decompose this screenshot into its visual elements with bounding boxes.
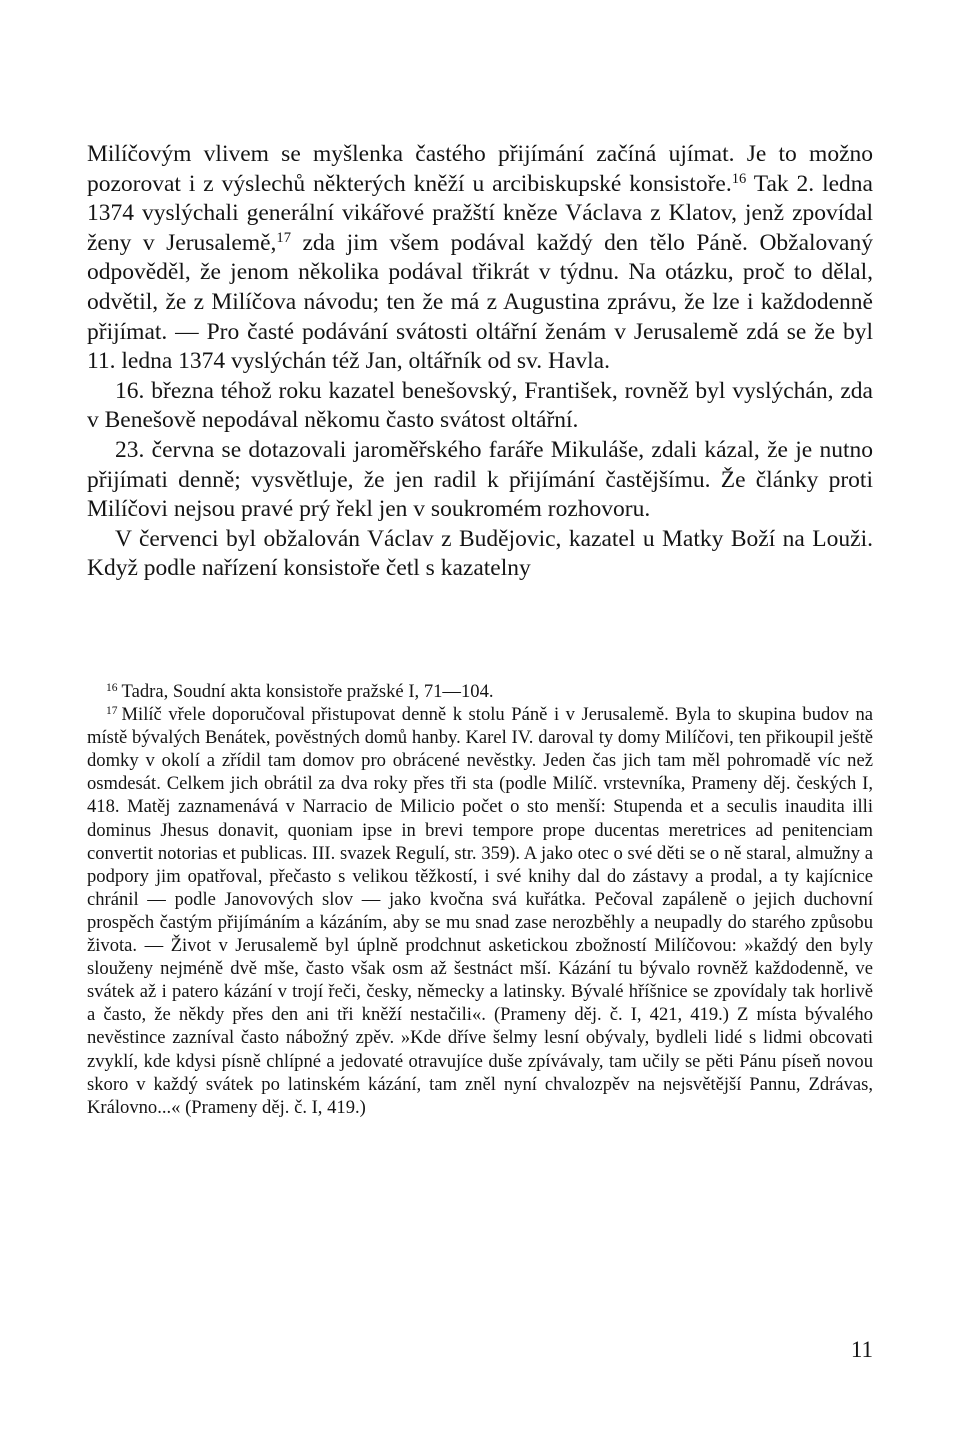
- main-text: [87, 140, 873, 584]
- footnote-reference-17: 17: [276, 229, 291, 246]
- footnote-16: [87, 680, 873, 703]
- footnote-reference-16: 16: [731, 170, 747, 187]
- footnote-mark: 16: [106, 681, 118, 694]
- paragraph-1-text-a: Milíčovým vlivem se myšlenka častého přijímání začíná ujímat. Je to možno pozorovat i z výslechů některých kněží u arcibiskupské konsistoře.: [87, 141, 873, 197]
- footnote-text: Tadra, Soudní akta konsistoře pražské I, 71—104.: [121, 681, 494, 702]
- footnote-text: Milíč vřele doporučoval přistupovat denně k stolu Páně i v Jerusalemě. Byla to skupina budov na místě bývalých Benátek, pověstných domů hanby. Karel IV. daroval ty domy Milíčovi, ten přikoupil ještě domky v okolí a zřídil tam domov pro obrácené nevěstky. Jeden čas jich tam měl pohromadě víc než osmdesát. Celkem jich obrátil za dva roky přes tři sta (podle Milíč. vrstevníka, Prameny děj. českých I, 418. Matěj zaznamenává v Narracio de Milicio počet o sto menší: Stupenda et a seculis inaudita illi dominus Jhesus donavit, quoniam ipse in brevi tempore prope ducentas meretrices ad penitenciam convertit notorias et publicas. III. svazek Regulí, str. 359). A jako otec o své děti se o ně staral, almužny a podpory jim opatřoval, přečasto s velikou těžkostí, i své knihy dal do zástavy a prodal, a ty kajícnice chránil — podle Janovových slov — jako kvočna svá kuřátka. Pečoval zapáleně o jejich duchovní prospěch častým přijímáním a kázáním, aby se mu snad zase nerozběhly a neupadly do starého způsobu života. — Život v Jerusalemě byl úplně prodchnut asketickou zbožností Milíčovou: »každý den byly slouženy nejméně dvě mše, často však osm až šestnáct mší. Kázání tu bývalo rovněž každodenně, ve svátek až i patero kázání v trojí řeči, česky, německy a latinsky. Bývalé hříšnice se zpovídaly tak horlivě a často, že někdy přes den ani tři kněží nestačili«. (Prameny děj. č. I, 421, 419.) Z místa bývalého nevěstince zazníval často nábožný zpěv. »Kde dříve šelmy lesní obývaly, bydleli lidé s lidmi obcovati zvyklí, kde kdysi písně chlípné a jedovaté otravujíce duše zpívávaly, tam učily se pěti Pánu píseň novou skoro v každý svátek po latinském kázání, tam zněl nyní chvalozpěv na nejsvětější Pannu, Zdrávas, Královno...« (Prameny děj. č. I, 419.): [87, 704, 873, 1118]
- paragraph-2: 16. března téhož roku kazatel benešovský, František, rovněž byl vyslýchán, zda v Benešově nepodával někomu často svátost oltářní.: [87, 377, 873, 434]
- page-number: 11: [850, 1337, 873, 1362]
- paragraph-4: V červenci byl obžalován Václav z Budějovic, kazatel u Matky Boží na Louži. Když podle nařízení konsistoře četl s kazatelny: [87, 525, 873, 582]
- paragraph-1-text-c: zda jim všem podával každý den tělo Páně. Obžalovaný odpověděl, že jenom několika podával třikrát v týdnu. Na otázku, proč to dělal, odvětil, že z Milíčova návodu; ten že má z Augustina zprávu, že lze i každodenně přijímat. — Pro časté podávání svátosti oltářní ženám v Jerusalemě zdá se že byl 11. ledna 1374 vyslýchán též Jan, oltářník od sv. Havla.: [87, 229, 873, 375]
- paragraph-1: [87, 140, 873, 377]
- footnote-17: [87, 703, 873, 1119]
- footnotes: [87, 680, 873, 1119]
- paragraph-1-text-b: Tak 2. ledna 1374 vyslýchali generální vikářové pražští kněze Václava z Klatov, jenž zpovídal ženy v Jerusalemě,: [87, 170, 873, 256]
- paragraph-3: 23. června se dotazovali jaroměřského faráře Mikuláše, zdali kázal, že je nutno přijímati denně; vysvětluje, že jen radil k přijímání častějšímu. Že články proti Milíčovi nejsou pravé prý řekl jen v soukromém rozhovoru.: [87, 436, 873, 523]
- footnote-mark: 17: [106, 704, 118, 717]
